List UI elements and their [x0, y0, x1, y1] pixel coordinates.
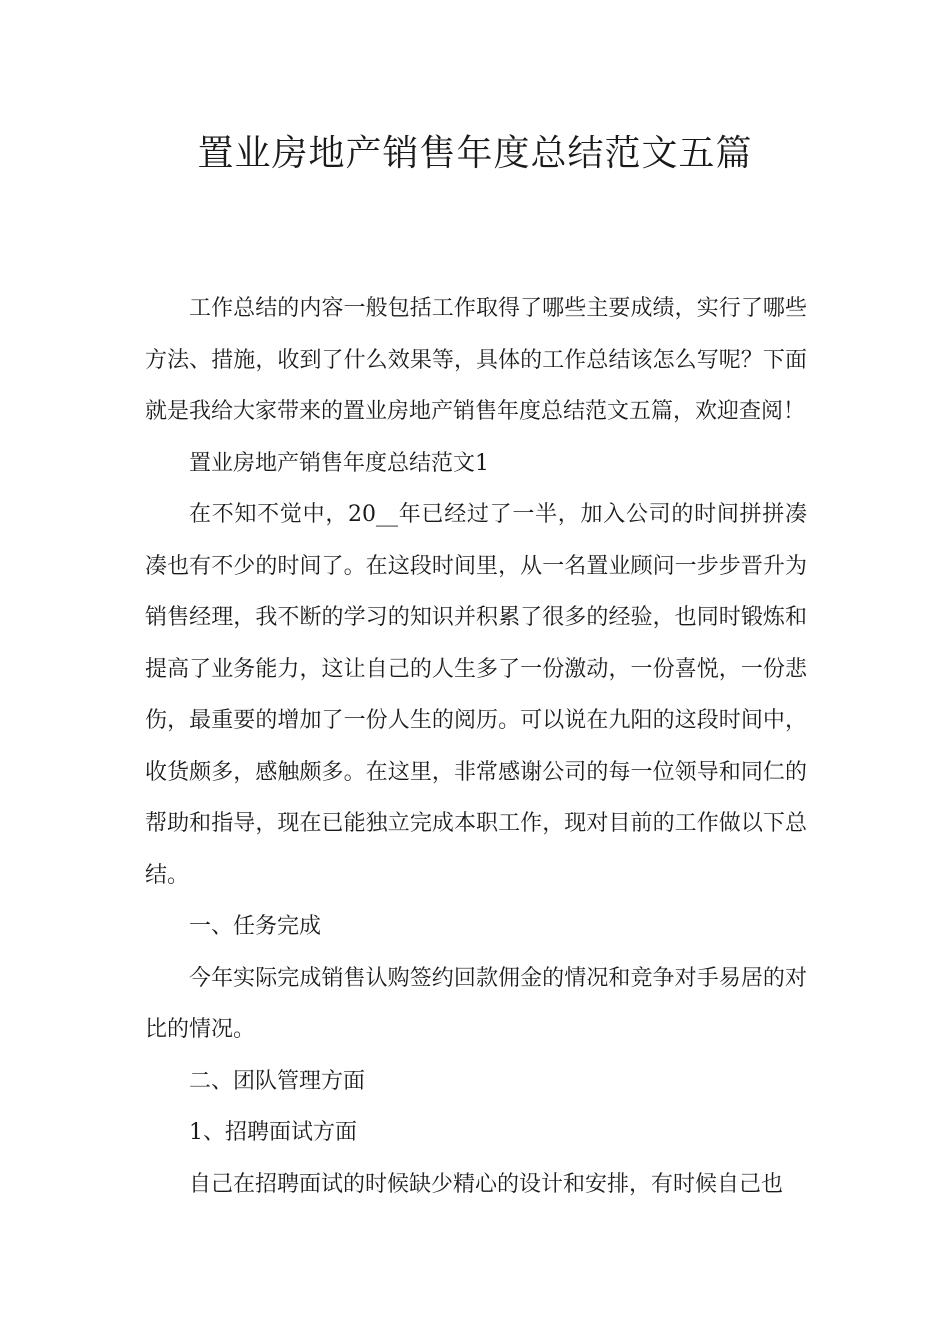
subsection-heading-recruiting: 1、招聘面试方面: [189, 1120, 357, 1145]
document-title: 置业房地产销售年度总结范文五篇: [197, 133, 753, 174]
document-body: [145, 283, 807, 1210]
intro-paragraph: 工作总结的内容一般包括工作取得了哪些主要成绩，实行了哪些方法、措施，收到了什么效果等，具体的工作总结该怎么写呢？下面就是我给大家带来的置业房地产销售年度总结范文五篇，欢迎查阅！: [145, 296, 807, 424]
section-heading-task: 一、任务完成: [189, 914, 322, 939]
section-heading-team: 二、团队管理方面: [189, 1068, 366, 1094]
body-paragraph: 在不知不觉中，20__年已经过了一半，加入公司的时间拼拼凑凑也有不少的时间了。在这段时间里，从一名置业顾问一步步晋升为销售经理，我不断的学习的知识并积累了很多的经验，也同时锻炼和提高了业务能力，这让自己的人生多了一份激动，一份喜悦，一份悲伤，最重要的增加了一份人生的阅历。可以说在九阳的这段时间中，收货颇多，感触颇多。在这里，非常感谢公司的每一位领导和同仁的帮助和指导，现在已能独立完成本职工作，现对目前的工作做以下总结。: [145, 502, 807, 888]
body-paragraph: 今年实际完成销售认购签约回款佣金的情况和竞争对手易居的对比的情况。: [145, 965, 807, 1042]
body-paragraph: 自己在招聘面试的时候缺少精心的设计和安排，有时候自己也: [189, 1171, 784, 1197]
section-heading-sample-1: 置业房地产销售年度总结范文1: [189, 450, 489, 476]
